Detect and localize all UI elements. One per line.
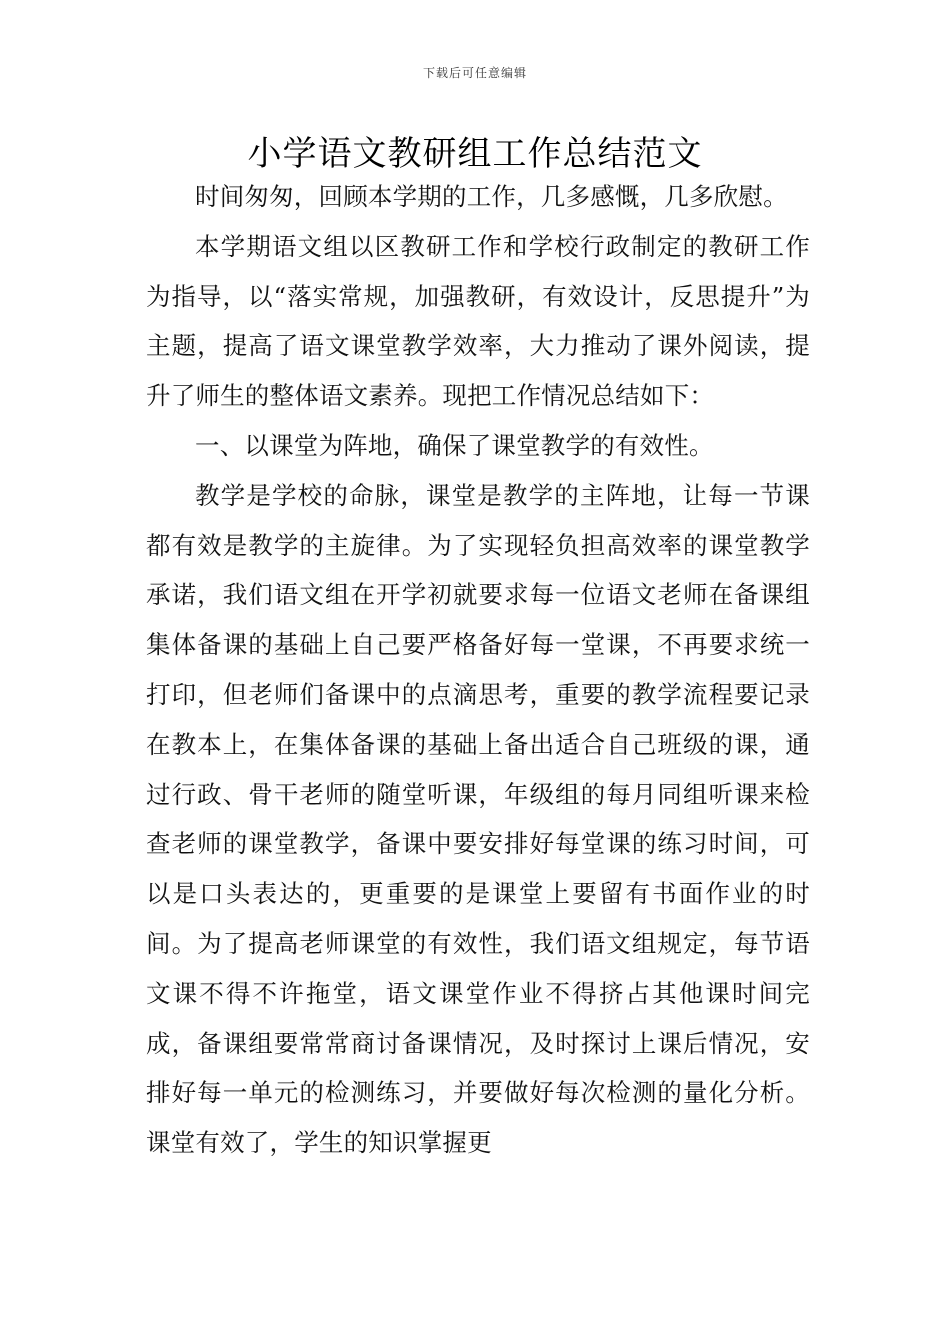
document-body	[146, 172, 810, 1168]
paragraph-overview: 本学期语文组以区教研工作和学校行政制定的教研工作为指导，以“落实常规，加强教研，有效设计，反思提升”为主题，提高了语文课堂教学效率，大力推动了课外阅读，提升了师生的整体语文素养。现把工作情况总结如下：	[146, 231, 810, 411]
header-note: 下载后可任意编辑	[422, 66, 527, 80]
section-heading-1: 一、以课堂为阵地，确保了课堂教学的有效性。	[195, 430, 714, 460]
document-title: 小学语文教研组工作总结范文	[247, 134, 703, 174]
paragraph-classroom: 教学是学校的命脉，课堂是教学的主阵地，让每一节课都有效是教学的主旋律。为了实现轻负担高效率的课堂教学承诺，我们语文组在开学初就要求每一位语文老师在备课组集体备课的基础上自己要严格备好每一堂课，不再要求统一打印，但老师们备课中的点滴思考，重要的教学流程要记录在教本上，在集体备课的基础上备出适合自己班级的课，通过行政、骨干老师的随堂听课，年级组的每月同组听课来检查老师的课堂教学，备课中要安排好每堂课的练习时间，可以是口头表达的，更重要的是课堂上要留有书面作业的时间。为了提高老师课堂的有效性，我们语文组规定，每节语文课不得不许拖堂，语文课堂作业不得挤占其他课时间完成，备课组要常常商讨备课情况，及时探讨上课后情况，安排好每一单元的检测练习，并要做好每次检测的量化分析。课堂有效了，学生的知识掌握更	[146, 480, 810, 1158]
paragraph-intro: 时间匆匆，回顾本学期的工作，几多感慨，几多欣慰。	[195, 182, 788, 211]
